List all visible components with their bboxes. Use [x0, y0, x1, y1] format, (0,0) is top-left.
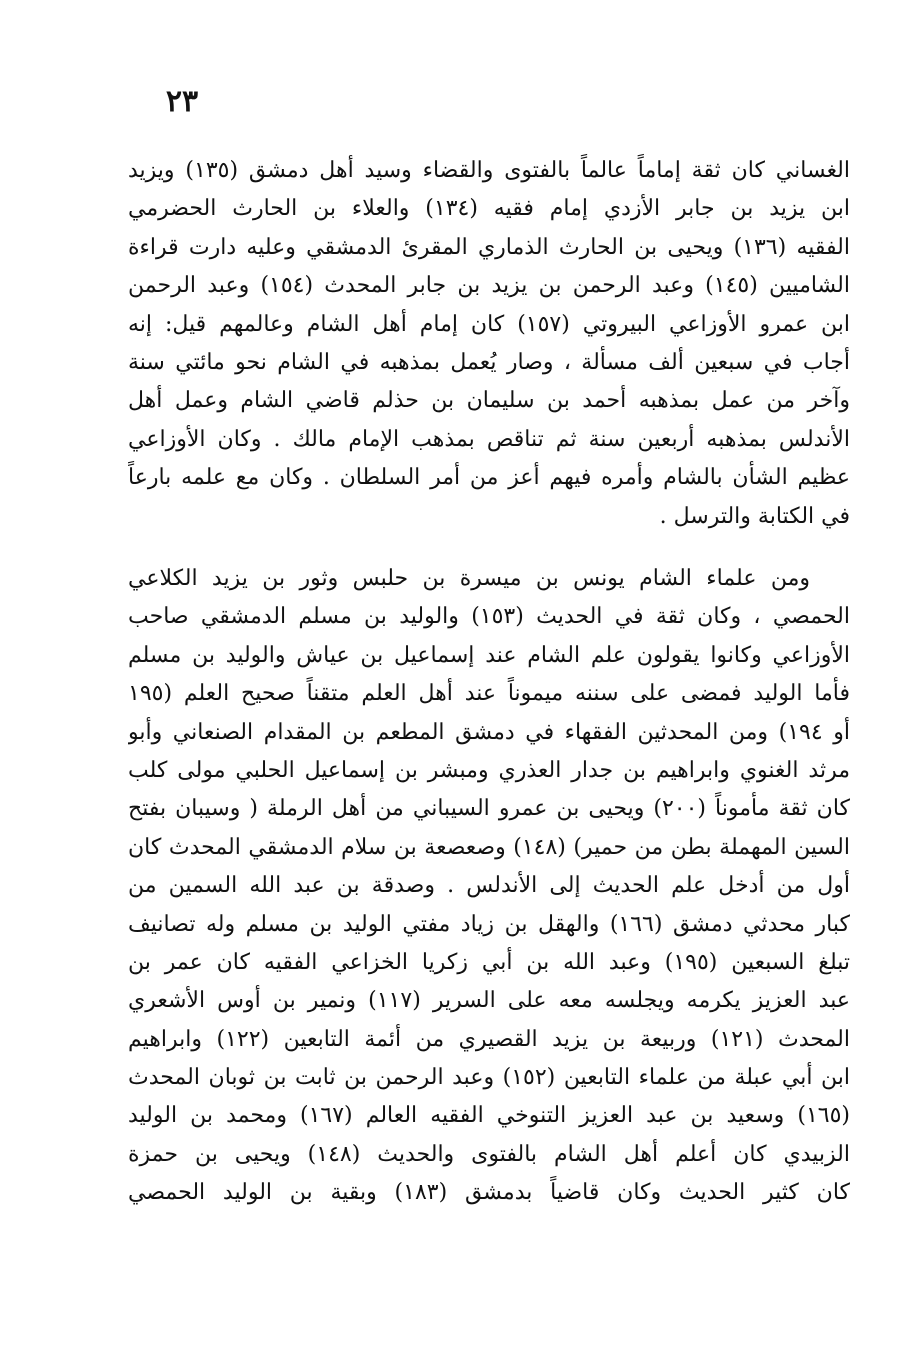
text-line: الشاميين (١٤٥) وعبد الرحمن بن يزيد بن جابر المحدث (١٥٤) وعبد الرحمن [128, 273, 850, 299]
text-line: فأما الوليد فمضى على سننه ميموناً عند أهل العلم متقناً صحيح العلم (١٩٥ [128, 681, 850, 707]
text-line: عظيم الشأن بالشام وأمره فيهم أعز من أمر السلطان . وكان مع علمه بارعاً [128, 465, 850, 491]
text-line: كان ثقة مأموناً (٢٠٠) ويحيى بن عمرو السيباني من أهل الرملة ( وسيبان بفتح [128, 796, 850, 822]
text-line: الغساني كان ثقة إماماً عالماً بالفتوى والقضاء وسيد أهل دمشق (١٣٥) ويزيد [128, 158, 850, 183]
text-line: عبد العزيز يكرمه ويجلسه معه على السرير (١١٧) ونمير بن أوس الأشعري [128, 988, 850, 1014]
text-line: أول من أدخل علم الحديث إلى الأندلس . وصدقة بن عبد الله السمين من [128, 873, 850, 899]
text-line: وآخر من عمل بمذهبه أحمد بن سليمان بن حذلم قاضي الشام وعمل أهل [128, 388, 850, 414]
text-line: كبار محدثي دمشق (١٦٦) والهقل بن زياد مفتي الوليد بن مسلم وله تصانيف [128, 911, 850, 937]
text-line: المحدث (١٢١) وربيعة بن يزيد القصيري من أئمة التابعين (١٢٢) وابراهيم [128, 1026, 850, 1052]
text-line: ابن أبي عبلة من علماء التابعين (١٥٢) وعبد الرحمن بن ثابت بن ثوبان المحدث [128, 1065, 850, 1091]
text-line: الأندلس بمذهبه أربعين سنة ثم تناقص بمذهب الإمام مالك . وكان الأوزاعي [128, 426, 850, 452]
text-line: أجاب في سبعين ألف مسألة ، وصار يُعمل بمذهبه في الشام نحو مائتي سنة [128, 349, 850, 375]
paragraph-2 [128, 560, 850, 1213]
text-line: السين المهملة بطن من حمير) (١٤٨) وصعصعة بن سلام الدمشقي المحدث كان [128, 834, 850, 860]
text-line: الفقيه (١٣٦) ويحيى بن الحارث الذماري المقرئ الدمشقي وعليه دارت قراءة [128, 234, 850, 260]
text-line: تبلغ السبعين (١٩٥) وعبد الله بن أبي زكريا الخزاعي الفقيه كان عمر بن [128, 949, 850, 975]
text-line: ابن عمرو الأوزاعي البيروتي (١٥٧) كان إمام أهل الشام وعالمهم قيل: إنه [128, 311, 850, 337]
text-line: الحمصي ، وكان ثقة في الحديث (١٥٣) والوليد بن مسلم الدمشقي صاحب [128, 604, 850, 630]
text-line: ابن يزيد بن جابر الأزدي إمام فقيه (١٣٤) والعلاء بن الحارث الحضرمي [128, 196, 850, 222]
text-line: أو ١٩٤) ومن المحدثين الفقهاء في دمشق المطعم بن المقدام الصنعاني وأبو [128, 719, 850, 745]
text-line: ومن علماء الشام يونس بن ميسرة بن حلبس وثور بن يزيد الكلاعي [128, 566, 810, 591]
text-line: الزبيدي كان أعلم أهل الشام بالفتوى والحديث (١٤٨) ويحيى بن حمزة [128, 1141, 850, 1167]
text-line: الأوزاعي وكانوا يقولون علم الشام عند إسماعيل بن عياش والوليد بن مسلم [128, 642, 850, 668]
text-line: مرثد الغنوي وابراهيم بن جدار العذري ومبشر بن إسماعيل الحلبي مولى كلب [128, 757, 850, 783]
text-line: (١٦٥) وسعيد بن عبد العزيز التنوخي الفقيه العالم (١٦٧) ومحمد بن الوليد [128, 1103, 850, 1129]
page-number: ٢٣ [165, 84, 199, 119]
paragraph-1 [128, 152, 850, 536]
text-line: كان كثير الحديث وكان قاضياً بدمشق (١٨٣) وبقية بن الوليد الحمصي [128, 1180, 850, 1206]
text-line: في الكتابة والترسل . [659, 503, 850, 529]
